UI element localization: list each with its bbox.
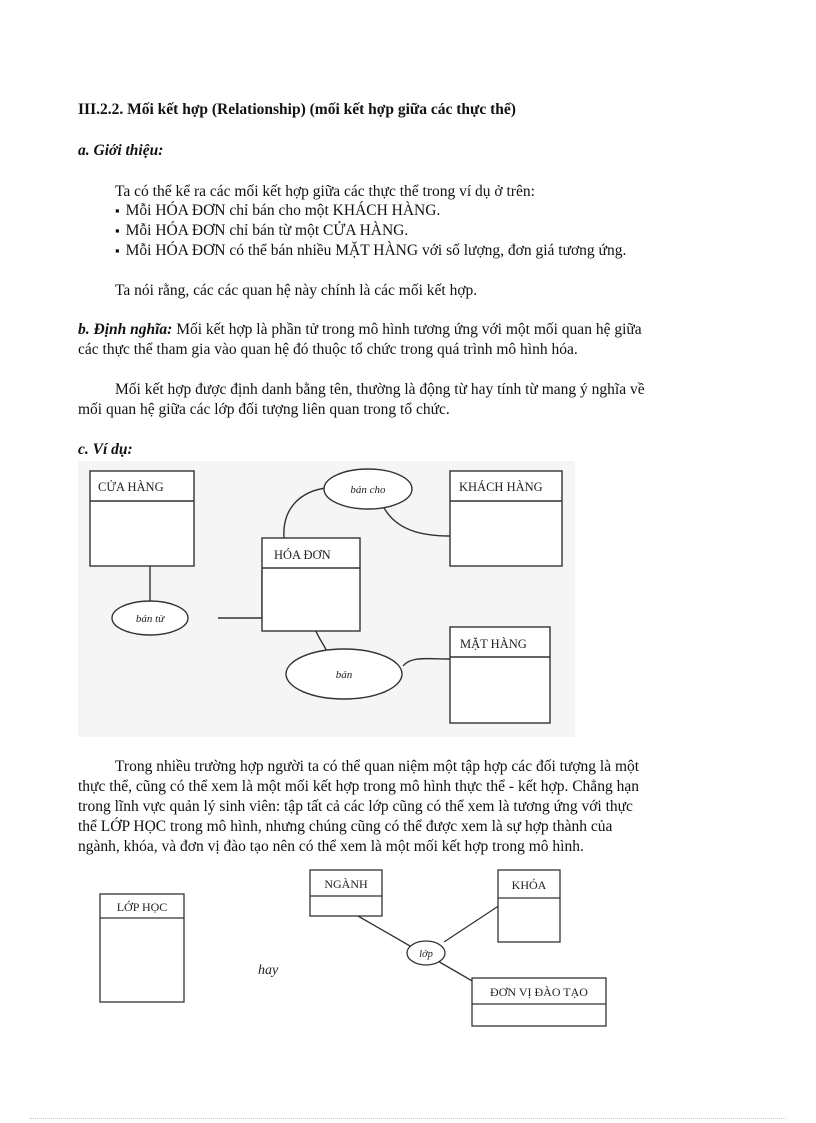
relationship-label: bán từ <box>135 613 165 625</box>
entity-don-vi-dao-tao <box>472 978 606 1026</box>
relationship-label: lớp <box>419 949 433 960</box>
section-a-title: a. Giới thiệu: <box>78 142 164 159</box>
paragraph-line: ngành, khóa, và đơn vị đào tạo nên có thể xem là một mối kết hợp trong mô hình. <box>78 838 584 855</box>
section-a-intro: Ta có thể kể ra các mối kết hợp giữa các thực thể trong ví dụ ở trên: <box>115 183 535 200</box>
entity-label: ĐƠN VỊ ĐÀO TẠO <box>490 985 588 999</box>
entity-label: LỚP HỌC <box>116 900 168 914</box>
entity-khoa <box>498 870 560 942</box>
section-b-label: b. Định nghĩa: <box>78 321 173 338</box>
connector-line <box>358 916 410 946</box>
entity-khach-hang <box>450 471 562 566</box>
connector-line <box>444 905 500 942</box>
paragraph-line: Trong nhiều trường hợp người ta có thể quan niệm một tập hợp các đối tượng là một <box>115 758 640 775</box>
definition-line-2: các thực thể tham gia vào quan hệ đó thuộc tổ chức trong quá trình mô hình hóa. <box>78 341 578 358</box>
section-c-title: c. Ví dụ: <box>78 441 133 458</box>
entity-label: MẶT HÀNG <box>460 637 527 651</box>
relationship-ban-cho <box>324 469 412 509</box>
bullet-item: ▪ Mỗi HÓA ĐƠN chỉ bán cho một KHÁCH HÀNG. <box>115 202 440 220</box>
entity-hoa-don <box>262 538 360 631</box>
paragraph-line: thể LỚP HỌC trong mô hình, nhưng chúng cũng có thể được xem là sự hợp thành của <box>78 818 613 835</box>
definition-text: Mối kết hợp là phần tử trong mô hình tương ứng với một mối quan hệ giữa <box>172 321 642 338</box>
or-word: hay <box>258 963 279 978</box>
entity-label: CỬA HÀNG <box>98 480 164 494</box>
relationship-ban <box>286 649 402 699</box>
relationship-ban-tu <box>112 601 188 635</box>
entity-nganh <box>310 870 382 916</box>
relationship-label: bán cho <box>350 484 386 496</box>
paragraph-line: trong lĩnh vực quản lý sinh viên: tập tất cả các lớp cũng có thể xem là tương ứng với thực <box>78 798 633 815</box>
entity-label: HÓA ĐƠN <box>274 548 331 562</box>
entity-lop-hoc <box>100 894 184 1002</box>
entity-label: NGÀNH <box>324 877 368 891</box>
bullet-item: ▪ Mỗi HÓA ĐƠN chỉ bán từ một CỬA HÀNG. <box>115 222 408 240</box>
entity-mat-hang <box>450 627 550 723</box>
section-a-conclusion: Ta nói rằng, các các quan hệ này chính là các mối kết hợp. <box>115 282 478 299</box>
er-diagram-sales <box>78 461 575 737</box>
naming-line-2: mối quan hệ giữa các lớp đối tượng liên quan trong tổ chức. <box>78 401 450 418</box>
er-diagram-class <box>90 862 620 1034</box>
entity-label: KHÁCH HÀNG <box>459 480 543 494</box>
section-heading: III.2.2. Mối kết hợp (Relationship) (mối kết hợp giữa các thực thể) <box>78 101 516 118</box>
page-footer-divider <box>30 1118 786 1119</box>
connector-line <box>436 960 474 982</box>
paragraph-line: thực thể, cũng có thể xem là một mối kết hợp trong mô hình thực thể - kết hợp. Chẳng hạn <box>78 778 639 795</box>
entity-label: KHÓA <box>511 878 547 892</box>
naming-line-1: Mối kết hợp được định danh bằng tên, thường là động từ hay tính từ mang ý nghĩa về <box>115 381 645 398</box>
definition-line-1 <box>78 321 642 339</box>
relationship-label: bán <box>335 669 353 681</box>
relationship-lop <box>407 941 445 965</box>
bullet-item: ▪ Mỗi HÓA ĐƠN có thể bán nhiều MẶT HÀNG với số lượng, đơn giá tương ứng. <box>115 242 626 260</box>
entity-cua-hang <box>90 471 194 566</box>
